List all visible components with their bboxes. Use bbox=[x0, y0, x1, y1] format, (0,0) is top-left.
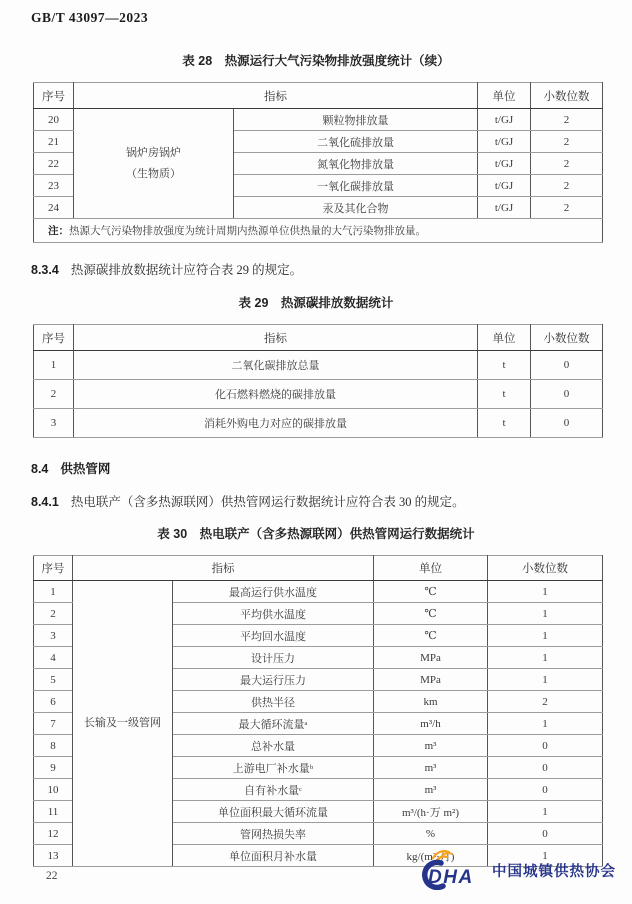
col-header-unit: 单位 bbox=[478, 325, 531, 351]
col-header-decimals: 小数位数 bbox=[488, 556, 603, 581]
col-header-no: 序号 bbox=[34, 325, 74, 351]
unit-cell: % bbox=[374, 823, 488, 845]
indicator-cell: 二氧化碳排放总量 bbox=[74, 351, 478, 380]
row-no-cell: 21 bbox=[34, 131, 74, 153]
decimals-cell: 0 bbox=[531, 409, 603, 438]
decimals-cell: 0 bbox=[531, 380, 603, 409]
unit-cell: t/GJ bbox=[478, 175, 531, 197]
cdha-logo-icon bbox=[411, 850, 487, 890]
indicator-cell: 最高运行供水温度 bbox=[173, 581, 374, 603]
decimals-cell: 1 bbox=[488, 713, 603, 735]
unit-cell: m³ bbox=[374, 757, 488, 779]
indicator-cell: 管网热损失率 bbox=[173, 823, 374, 845]
indicator-cell: 上游电厂补水量ᵇ bbox=[173, 757, 374, 779]
unit-cell: t/GJ bbox=[478, 153, 531, 175]
indicator-cell: 单位面积月补水量 bbox=[173, 845, 374, 867]
row-no-cell: 22 bbox=[34, 153, 74, 175]
decimals-cell: 2 bbox=[531, 131, 603, 153]
decimals-cell: 1 bbox=[488, 845, 603, 867]
association-logo bbox=[411, 850, 616, 890]
category-cell bbox=[74, 109, 234, 219]
table-28-title: 表 28 热源运行大气污染物排放强度统计（续） bbox=[182, 54, 450, 68]
unit-cell: MPa bbox=[374, 669, 488, 691]
unit-cell: t/GJ bbox=[478, 197, 531, 219]
decimals-cell: 0 bbox=[531, 351, 603, 380]
row-no-cell: 3 bbox=[34, 409, 74, 438]
section-8-3-4 bbox=[31, 260, 632, 278]
col-header-no: 序号 bbox=[34, 556, 73, 581]
section-number: 8.3.4 bbox=[31, 263, 59, 277]
unit-cell: m³/(h·万 m²) bbox=[374, 801, 488, 823]
page-footer bbox=[0, 852, 632, 898]
indicator-cell: 最大运行压力 bbox=[173, 669, 374, 691]
unit-cell: kg/(m²·月) bbox=[374, 845, 488, 867]
unit-cell: ℃ bbox=[374, 581, 488, 603]
table-29-title: 表 29 热源碳排放数据统计 bbox=[238, 296, 394, 310]
indicator-cell: 总补水量 bbox=[173, 735, 374, 757]
decimals-cell: 2 bbox=[531, 175, 603, 197]
indicator-cell: 平均供水温度 bbox=[173, 603, 374, 625]
unit-cell: km bbox=[374, 691, 488, 713]
row-no-cell: 4 bbox=[34, 647, 73, 669]
section-number: 8.4.1 bbox=[31, 495, 59, 509]
row-no-cell: 1 bbox=[34, 581, 73, 603]
decimals-cell: 0 bbox=[488, 779, 603, 801]
row-no-cell: 5 bbox=[34, 669, 73, 691]
section-text: 热源碳排放数据统计应符合表 29 的规定。 bbox=[70, 263, 303, 277]
decimals-cell: 2 bbox=[531, 153, 603, 175]
indicator-cell: 二氧化硫排放量 bbox=[234, 131, 478, 153]
decimals-cell: 0 bbox=[488, 757, 603, 779]
indicator-cell: 自有补水量ᶜ bbox=[173, 779, 374, 801]
row-no-cell: 2 bbox=[34, 380, 74, 409]
decimals-cell: 2 bbox=[488, 691, 603, 713]
unit-cell: t bbox=[478, 351, 531, 380]
unit-cell: ℃ bbox=[374, 603, 488, 625]
table-row bbox=[34, 109, 603, 131]
row-no-cell: 8 bbox=[34, 735, 73, 757]
table-row bbox=[34, 581, 603, 603]
col-header-indicator: 指标 bbox=[74, 325, 478, 351]
decimals-cell: 1 bbox=[488, 625, 603, 647]
table-row bbox=[34, 380, 603, 409]
category-line: （生物质） bbox=[126, 167, 181, 180]
table-note bbox=[34, 219, 603, 243]
logo-org-name: 中国城镇供热协会 bbox=[492, 863, 616, 880]
section-8-4 bbox=[31, 459, 632, 477]
row-no-cell: 13 bbox=[34, 845, 73, 867]
table-29-header-row bbox=[34, 325, 603, 351]
note-text: 热源大气污染物排放强度为统计周期内热源单位供热量的大气污染物排放量。 bbox=[69, 226, 426, 237]
decimals-cell: 0 bbox=[488, 823, 603, 845]
row-no-cell: 2 bbox=[34, 603, 73, 625]
decimals-cell: 2 bbox=[531, 109, 603, 131]
indicator-cell: 供热半径 bbox=[173, 691, 374, 713]
col-header-indicator: 指标 bbox=[74, 83, 478, 109]
table-30-header-row bbox=[34, 556, 603, 581]
unit-cell: t bbox=[478, 409, 531, 438]
unit-cell: m³ bbox=[374, 779, 488, 801]
indicator-cell: 氮氧化物排放量 bbox=[234, 153, 478, 175]
indicator-cell: 汞及其化合物 bbox=[234, 197, 478, 219]
col-header-decimals: 小数位数 bbox=[531, 83, 603, 109]
decimals-cell: 0 bbox=[488, 735, 603, 757]
section-8-4-1 bbox=[31, 492, 632, 510]
row-no-cell: 24 bbox=[34, 197, 74, 219]
table-28 bbox=[33, 82, 603, 243]
row-no-cell: 7 bbox=[34, 713, 73, 735]
unit-cell: t/GJ bbox=[478, 131, 531, 153]
unit-cell: ℃ bbox=[374, 625, 488, 647]
decimals-cell: 1 bbox=[488, 647, 603, 669]
decimals-cell: 1 bbox=[488, 669, 603, 691]
row-no-cell: 1 bbox=[34, 351, 74, 380]
indicator-cell: 颗粒物排放量 bbox=[234, 109, 478, 131]
indicator-cell: 最大循环流量ᵃ bbox=[173, 713, 374, 735]
unit-cell: t/GJ bbox=[478, 109, 531, 131]
col-header-unit: 单位 bbox=[478, 83, 531, 109]
table-30-title: 表 30 热电联产（含多热源联网）供热管网运行数据统计 bbox=[157, 527, 475, 541]
decimals-cell: 1 bbox=[488, 603, 603, 625]
table-29 bbox=[33, 324, 603, 438]
col-header-no: 序号 bbox=[34, 83, 74, 109]
indicator-cell: 单位面积最大循环流量 bbox=[173, 801, 374, 823]
unit-cell: t bbox=[478, 380, 531, 409]
table-30 bbox=[33, 555, 603, 867]
section-text: 供热管网 bbox=[60, 462, 111, 476]
unit-cell: m³ bbox=[374, 735, 488, 757]
row-no-cell: 3 bbox=[34, 625, 73, 647]
indicator-cell: 消耗外购电力对应的碳排放量 bbox=[74, 409, 478, 438]
section-number: 8.4 bbox=[31, 462, 49, 476]
page-number: 22 bbox=[46, 870, 58, 882]
col-header-unit: 单位 bbox=[374, 556, 488, 581]
row-no-cell: 23 bbox=[34, 175, 74, 197]
unit-cell: MPa bbox=[374, 647, 488, 669]
indicator-cell: 平均回水温度 bbox=[173, 625, 374, 647]
indicator-cell: 设计压力 bbox=[173, 647, 374, 669]
indicator-cell: 化石燃料燃烧的碳排放量 bbox=[74, 380, 478, 409]
logo-acronym-text: DHA bbox=[428, 867, 474, 888]
row-no-cell: 10 bbox=[34, 779, 73, 801]
category-cell: 长输及一级管网 bbox=[73, 581, 173, 867]
table-row bbox=[34, 351, 603, 380]
decimals-cell: 2 bbox=[531, 197, 603, 219]
row-no-cell: 9 bbox=[34, 757, 73, 779]
section-text: 热电联产（含多热源联网）供热管网运行数据统计应符合表 30 的规定。 bbox=[70, 495, 465, 509]
row-no-cell: 12 bbox=[34, 823, 73, 845]
decimals-cell: 1 bbox=[488, 801, 603, 823]
decimals-cell: 1 bbox=[488, 581, 603, 603]
indicator-cell: 一氧化碳排放量 bbox=[234, 175, 478, 197]
note-label: 注： bbox=[48, 226, 69, 237]
row-no-cell: 6 bbox=[34, 691, 73, 713]
row-no-cell: 20 bbox=[34, 109, 74, 131]
row-no-cell: 11 bbox=[34, 801, 73, 823]
unit-cell: m³/h bbox=[374, 713, 488, 735]
col-header-indicator: 指标 bbox=[73, 556, 374, 581]
table-row bbox=[34, 409, 603, 438]
standard-number: GB/T 43097—2023 bbox=[31, 10, 149, 25]
category-line: 锅炉房锅炉 bbox=[126, 146, 181, 159]
table-note-row bbox=[34, 219, 603, 243]
table-28-header-row bbox=[34, 83, 603, 109]
col-header-decimals: 小数位数 bbox=[531, 325, 603, 351]
